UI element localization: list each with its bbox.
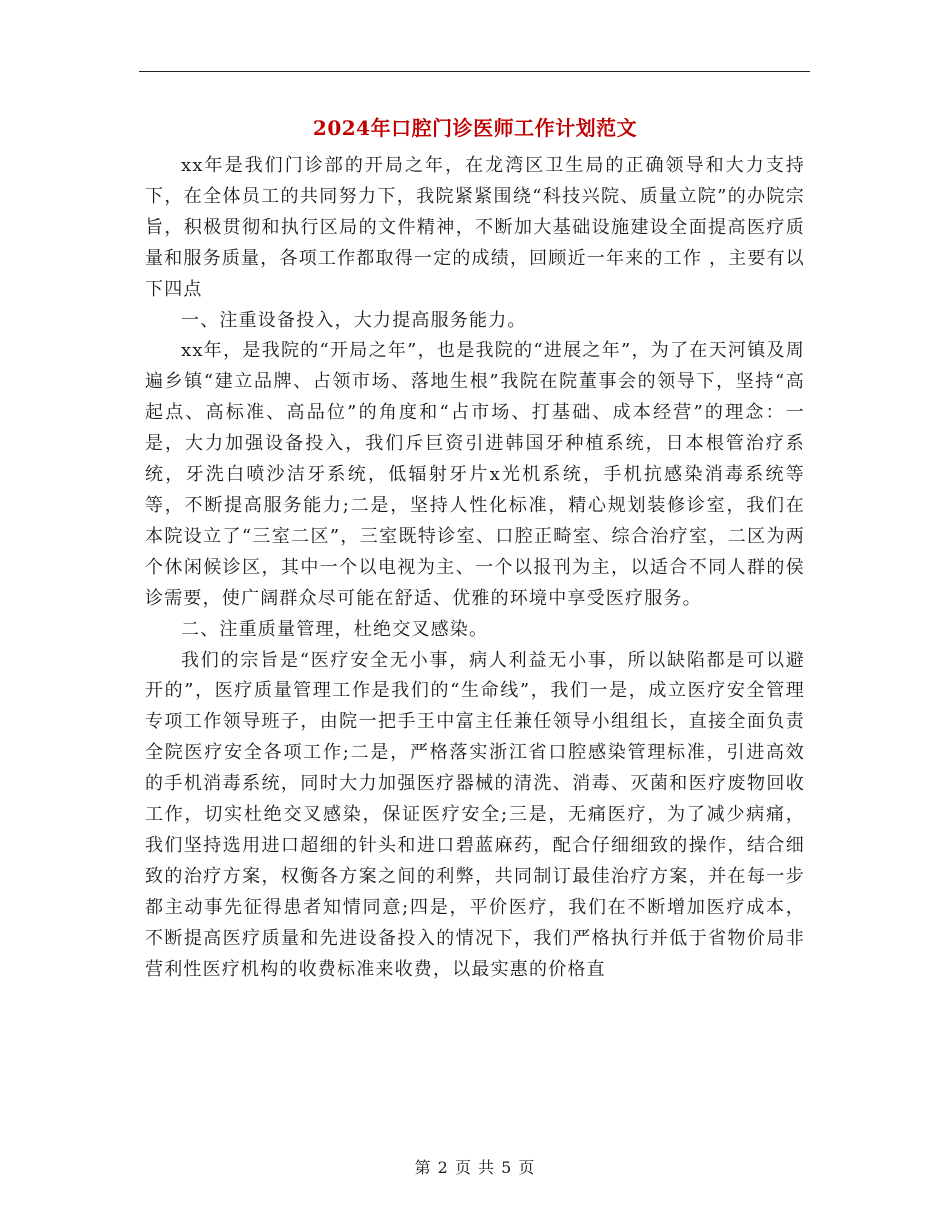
section-heading-1: 一、注重设备投入，大力提高服务能力。 bbox=[181, 309, 527, 331]
document-title: 2024年口腔门诊医师工作计划范文 bbox=[312, 116, 638, 140]
paragraph-quality: 我们的宗旨是“医疗安全无小事，病人利益无小事，所以缺陷都是可以避开的”，医疗质量管理工作是我们的“生命线”，我们一是，成立医疗安全管理专项工作领导班子，由院一把手王中富主任兼任领导小组组长，直接全面负责全院医疗安全各项工作;二是，严格落实浙江省口腔感染管理标准，引进高效的手机消毒系统，同时大力加强医疗器械的清洗、消毒、灭菌和医疗废物回收工作，切实杜绝交叉感染，保证医疗安全;三是，无痛医疗，为了减少病痛，我们坚持选用进口超细的针头和进口碧蓝麻药，配合仔细细致的操作，结合细致的治疗方案，权衡各方案之间的利弊，共同制订最佳治疗方案，并在每一步都主动事先征得患者知情同意;四是，平价医疗，我们在不断增加医疗成本，不断提高医疗质量和先进设备投入的情况下，我们严格执行并低于省物价局非营利性医疗机构的收费标准来收费，以最实惠的价格直 bbox=[145, 649, 805, 980]
document-body bbox=[145, 151, 805, 985]
paragraph-intro: xx年是我们门诊部的开局之年，在龙湾区卫生局的正确领导和大力支持下，在全体员工的共同努力下，我院紧紧围绕“科技兴院、质量立院”的办院宗旨，积极贯彻和执行区局的文件精神，不断加大基础设施建设全面提高医疗质量和服务质量，各项工作都取得一定的成绩，回顾近一年来的工作 ，主要有以下四点 bbox=[145, 155, 805, 300]
page-footer: 第 2 页 共 5 页 bbox=[414, 1158, 536, 1177]
header-rule bbox=[139, 71, 810, 72]
section-heading-2: 二、注重质量管理，杜绝交叉感染。 bbox=[181, 618, 489, 640]
paragraph-equipment: xx年，是我院的“开局之年”，也是我院的“进展之年”，为了在天河镇及周遍乡镇“建立品牌、占领市场、落地生根”我院在院董事会的领导下，坚持“高起点、高标准、高品位”的角度和“占市场、打基础、成本经营”的理念：一是，大力加强设备投入，我们斥巨资引进韩国牙种植系统，日本根管治疗系统，牙洗白喷沙洁牙系统，低辐射牙片x光机系统，手机抗感染消毒系统等等，不断提高服务能力;二是，坚持人性化标准，精心规划装修诊室，我们在本院设立了“三室二区”，三室既特诊室、口腔正畸室、综合治疗室，二区为两个休闲候诊区，其中一个以电视为主、一个以报刊为主，以适合不同人群的侯诊需要，使广阔群众尽可能在舒适、优雅的环境中享受医疗服务。 bbox=[145, 340, 805, 609]
